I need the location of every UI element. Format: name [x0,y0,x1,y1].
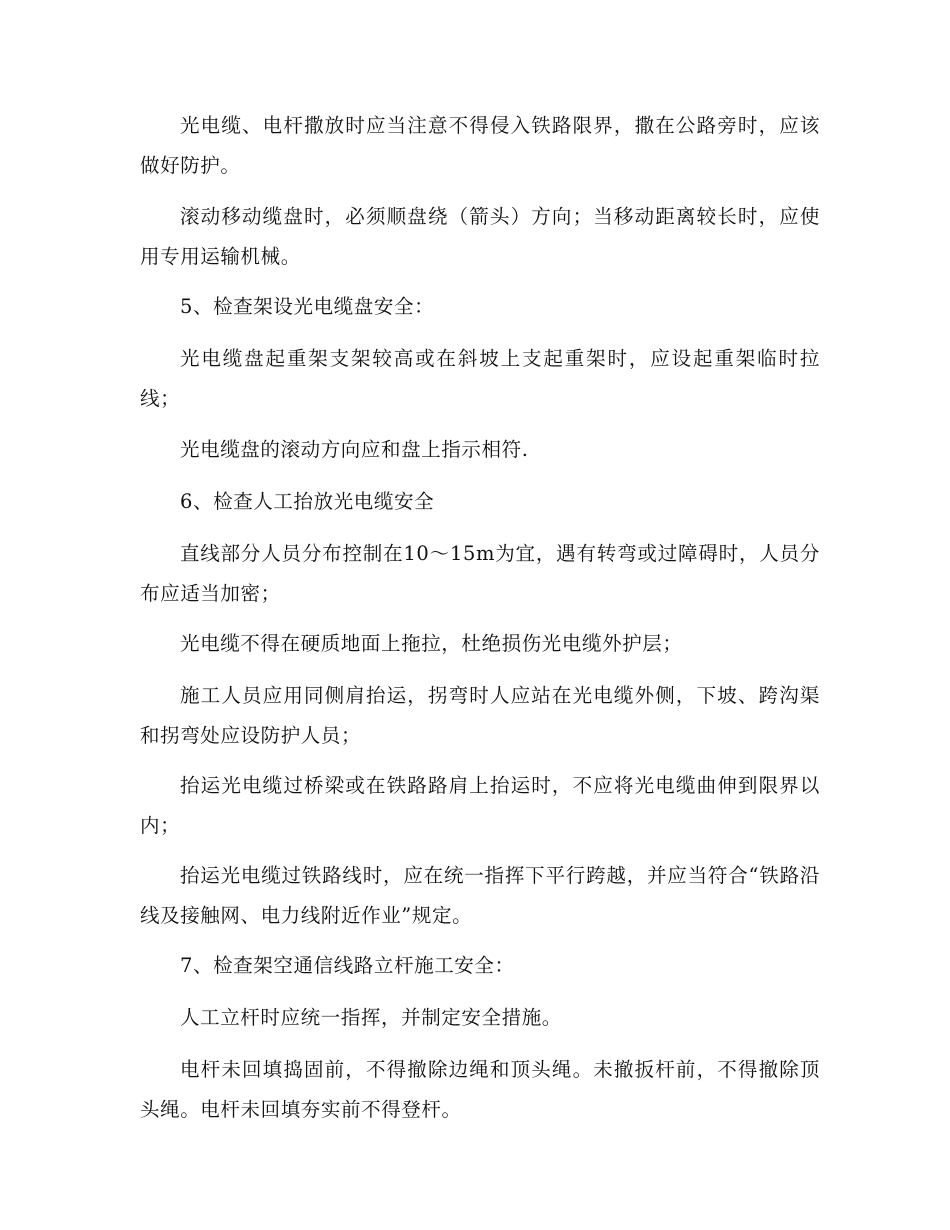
paragraph-reel-direction: 光电缆盘的滚动方向应和盘上指示相符. [180,438,529,461]
paragraph-staff-distribution: 直线部分人员分布控制在10～15m为宜，遇有转弯或过障碍时，人员分布应适当加密； [140,542,820,605]
section-heading-7: 7、检查架空通信线路立杆施工安全： [180,954,515,977]
paragraph-manual-pole-erection: 人工立杆时应统一指挥，并制定安全措施。 [180,1006,562,1029]
section-heading-5: 5、检查架设光电缆盘安全： [180,295,435,318]
paragraph-no-dragging: 光电缆不得在硬质地面上拖拉，杜绝损伤光电缆外护层； [180,632,683,655]
paragraph-crane-stay-wire: 光电缆盘起重架支架较高或在斜坡上支起重架时，应设起重架临时拉线； [140,347,820,410]
paragraph-railway-crossing: 抬运光电缆过铁路线时，应在统一指挥下平行跨越，并应当符合“铁路沿线及接触网、电力线附近作业”规定。 [140,864,820,927]
paragraph-pole-backfill: 电杆未回填捣固前，不得撤除边绳和顶头绳。未撤扳杆前，不得撤除顶头绳。电杆未回填夯实前不得登杆。 [140,1058,820,1121]
paragraph-reel-rolling: 滚动移动缆盘时，必须顺盘绕（箭头）方向；当移动距离较长时，应使用专用运输机械。 [140,205,820,268]
section-heading-6: 6、检查人工抬放光电缆安全 [180,490,435,513]
paragraph-cable-placement: 光电缆、电杆撒放时应当注意不得侵入铁路限界，撒在公路旁时，应该做好防护。 [140,114,820,177]
paragraph-shoulder-carry: 施工人员应用同侧肩抬运，拐弯时人应站在光电缆外侧，下坡、跨沟渠和拐弯处应设防护人员； [140,684,820,747]
paragraph-bridge-carry: 抬运光电缆过桥梁或在铁路路肩上抬运时，不应将光电缆曲伸到限界以内； [140,774,820,837]
